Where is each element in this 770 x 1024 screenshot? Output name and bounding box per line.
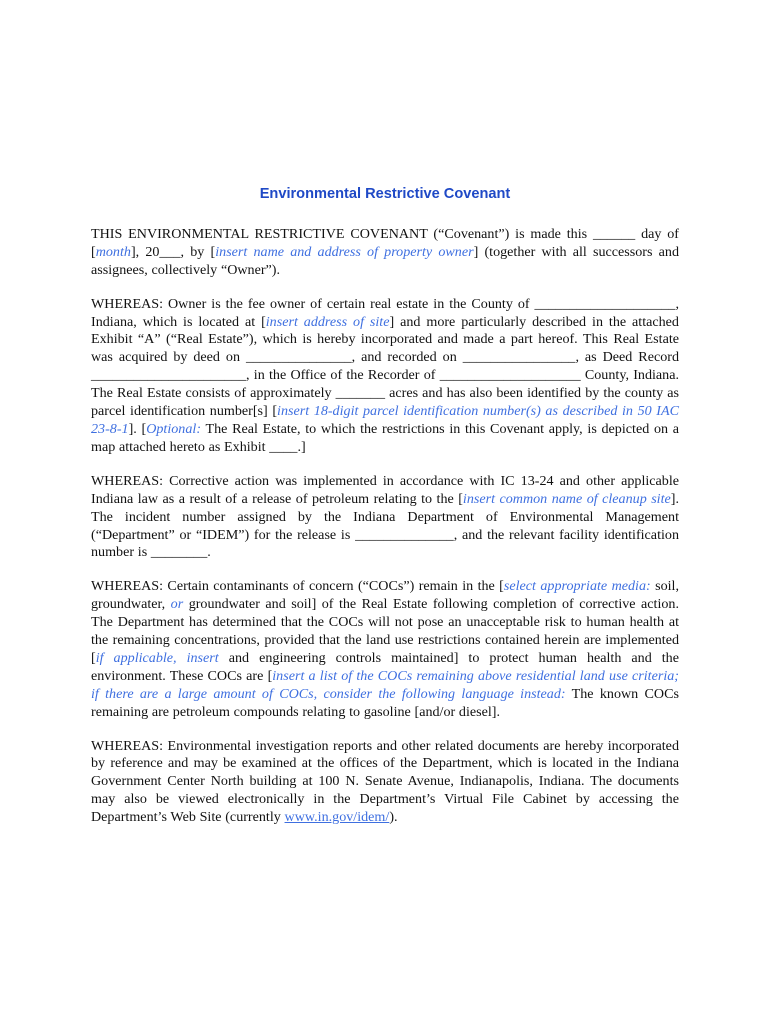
paragraph-text: WHEREAS: Owner is the fee owner of certain real estate in the County of ____________________, Indiana, which is located at [ bbox=[91, 295, 679, 330]
page-title: Environmental Restrictive Covenant bbox=[259, 186, 511, 202]
paragraph-text: The Real Estate, to which the restrictions in this Covenant apply, is depicted on a map attached hereto as Exhibit ____.] bbox=[91, 420, 679, 455]
paragraph-text: ]. The incident number assigned by the Indiana Department of Environmental Management (“Department” or “IDEM”) for the release is ______________, and the relevant facility identification number is ________. bbox=[91, 490, 679, 561]
paragraph-text: groundwater and soil] of the Real Estate following completion of corrective action. The Department has determined that the COCs will not pose an unacceptable risk to human health at the remaining concentrations, provided that the land use restrictions contained herein are implemented [ bbox=[91, 596, 679, 666]
paragraph-covenant-intro bbox=[91, 226, 679, 280]
placeholder-month: month bbox=[95, 243, 131, 260]
paragraph-text: WHEREAS: Certain contaminants of concern (“COCs”) remain in the [ bbox=[91, 578, 504, 595]
paragraph-text: soil, groundwater, bbox=[91, 578, 679, 613]
paragraph-text: ] (together with all successors and assignees, collectively “Owner”). bbox=[91, 243, 680, 278]
placeholder-site-address: insert address of site bbox=[265, 313, 390, 330]
placeholder-optional: Optional: bbox=[146, 420, 202, 437]
paragraph-text: ). bbox=[389, 809, 398, 826]
paragraph-whereas-cocs bbox=[91, 578, 679, 721]
placeholder-site-name: insert common name of cleanup site bbox=[462, 490, 671, 507]
paragraph-text: and engineering controls maintained] to protect human health and the environment. These COCs are [ bbox=[91, 649, 679, 684]
idem-website-link[interactable]: www.in.gov/idem/ bbox=[284, 809, 390, 826]
paragraph-text: WHEREAS: Corrective action was implemented in accordance with IC 13-24 and other applicable Indiana law as a result of a release of petroleum relating to the [ bbox=[91, 472, 679, 507]
paragraph-text: WHEREAS: Environmental investigation reports and other related documents are hereby incorporated by reference and may be examined at the offices of the Department, which is located in the Indiana Government Center North building at 100 N. Senate Avenue, Indianapolis, Indiana. The documents may also be viewed electronically in the Department’s Virtual File Cabinet by accessing the Department’s Web Site (currently bbox=[91, 737, 679, 826]
paragraph-text: The known COCs remaining are petroleum compounds relating to gasoline [and/or diesel]. bbox=[91, 685, 679, 720]
paragraph-text: ] and more particularly described in the attached Exhibit “A” (“Real Estate”), which is hereby incorporated and made a part hereof. This Real Estate was acquired by deed on _______________, and recorded on ________________, as Deed Record ______________________, in the Office of the Recorder of ____________________ County, Indiana. The Real Estate consists of approximately _______ acres and has also been identified by the county as parcel identification number[s] [ bbox=[91, 313, 679, 420]
placeholder-owner: insert name and address of property owner bbox=[215, 243, 474, 260]
paragraph-whereas-owner bbox=[91, 296, 679, 457]
paragraph-whereas-documents bbox=[91, 738, 679, 828]
paragraph-whereas-corrective-action bbox=[91, 473, 679, 563]
placeholder-if-applicable: if applicable, insert bbox=[95, 649, 219, 666]
paragraph-text: ], 20___, by [ bbox=[130, 243, 216, 260]
placeholder-or: or bbox=[170, 596, 184, 613]
paragraph-text: ]. [ bbox=[128, 420, 147, 437]
placeholder-parcel-number: insert 18-digit parcel identification number(s) as described in 50 IAC 23-8-1 bbox=[91, 403, 679, 437]
paragraph-text: THIS ENVIRONMENTAL RESTRICTIVE COVENANT (“Covenant”) is made this ______ day of [ bbox=[91, 225, 679, 260]
placeholder-media: select appropriate media: bbox=[503, 578, 651, 595]
placeholder-coc-list: insert a list of the COCs remaining above residential land use criteria; if there are a large amount of COCs, consider the following language instead: bbox=[91, 667, 679, 702]
